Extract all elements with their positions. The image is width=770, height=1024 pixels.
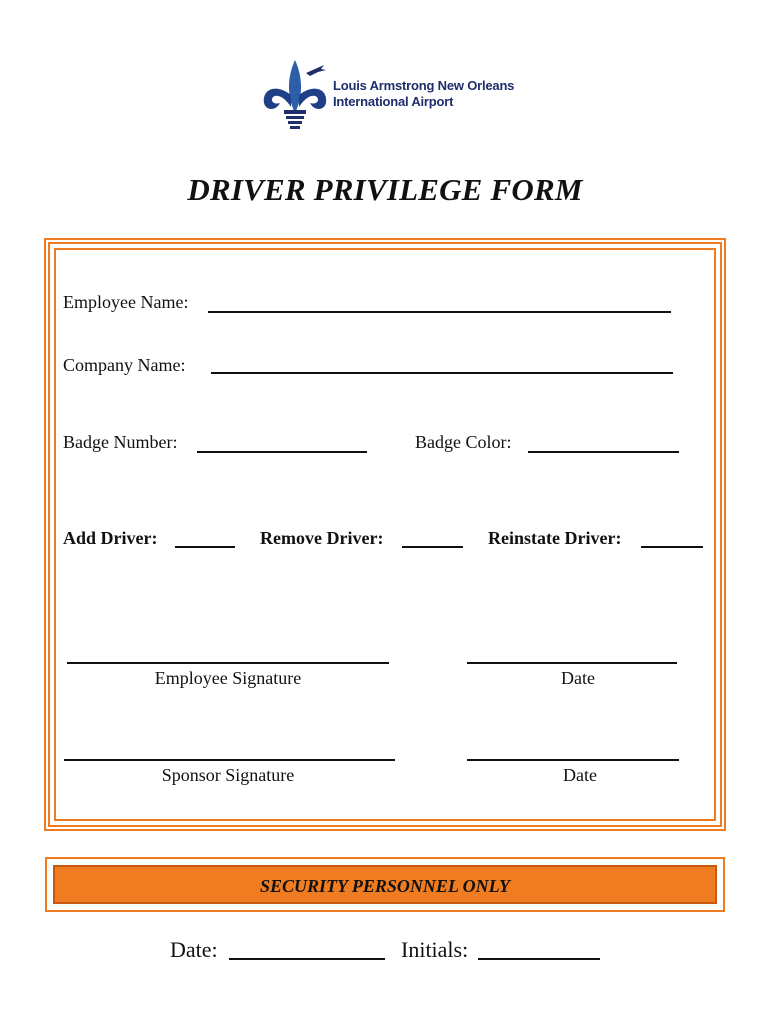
remove-driver-field[interactable] bbox=[402, 546, 463, 548]
date-caption-1: Date bbox=[561, 668, 595, 688]
date-field-2[interactable] bbox=[467, 759, 679, 761]
company-name-label: Company Name: bbox=[63, 355, 186, 375]
badge-number-label: Badge Number: bbox=[63, 432, 178, 452]
security-banner-text: SECURITY PERSONNEL ONLY bbox=[259, 876, 511, 896]
logo-text bbox=[333, 78, 514, 110]
add-driver-label: Add Driver: bbox=[63, 528, 158, 548]
badge-color-label: Badge Color: bbox=[415, 432, 512, 452]
sponsor-signature-field[interactable] bbox=[64, 759, 395, 761]
badge-number-field[interactable] bbox=[197, 451, 367, 453]
add-driver-field[interactable] bbox=[175, 546, 235, 548]
date-field-1[interactable] bbox=[467, 662, 677, 664]
employee-signature-field[interactable] bbox=[67, 662, 389, 664]
employee-name-field[interactable] bbox=[208, 311, 671, 313]
date-caption-2: Date bbox=[563, 765, 597, 785]
security-date-label: Date: bbox=[170, 937, 218, 962]
reinstate-driver-label: Reinstate Driver: bbox=[488, 528, 622, 548]
page-title: DRIVER PRIVILEGE FORM bbox=[187, 172, 583, 207]
remove-driver-label: Remove Driver: bbox=[260, 528, 384, 548]
badge-color-field[interactable] bbox=[528, 451, 679, 453]
security-initials-field[interactable] bbox=[478, 958, 600, 960]
logo-line-1: Louis Armstrong New Orleans bbox=[333, 78, 515, 93]
sponsor-signature-caption: Sponsor Signature bbox=[161, 765, 295, 785]
employee-signature-caption: Employee Signature bbox=[154, 668, 302, 688]
employee-name-label: Employee Name: bbox=[63, 292, 189, 312]
security-initials-label: Initials: bbox=[401, 937, 469, 962]
reinstate-driver-field[interactable] bbox=[641, 546, 703, 548]
logo-line-2: International Airport bbox=[333, 94, 454, 109]
company-name-field[interactable] bbox=[211, 372, 673, 374]
security-date-field[interactable] bbox=[229, 958, 385, 960]
